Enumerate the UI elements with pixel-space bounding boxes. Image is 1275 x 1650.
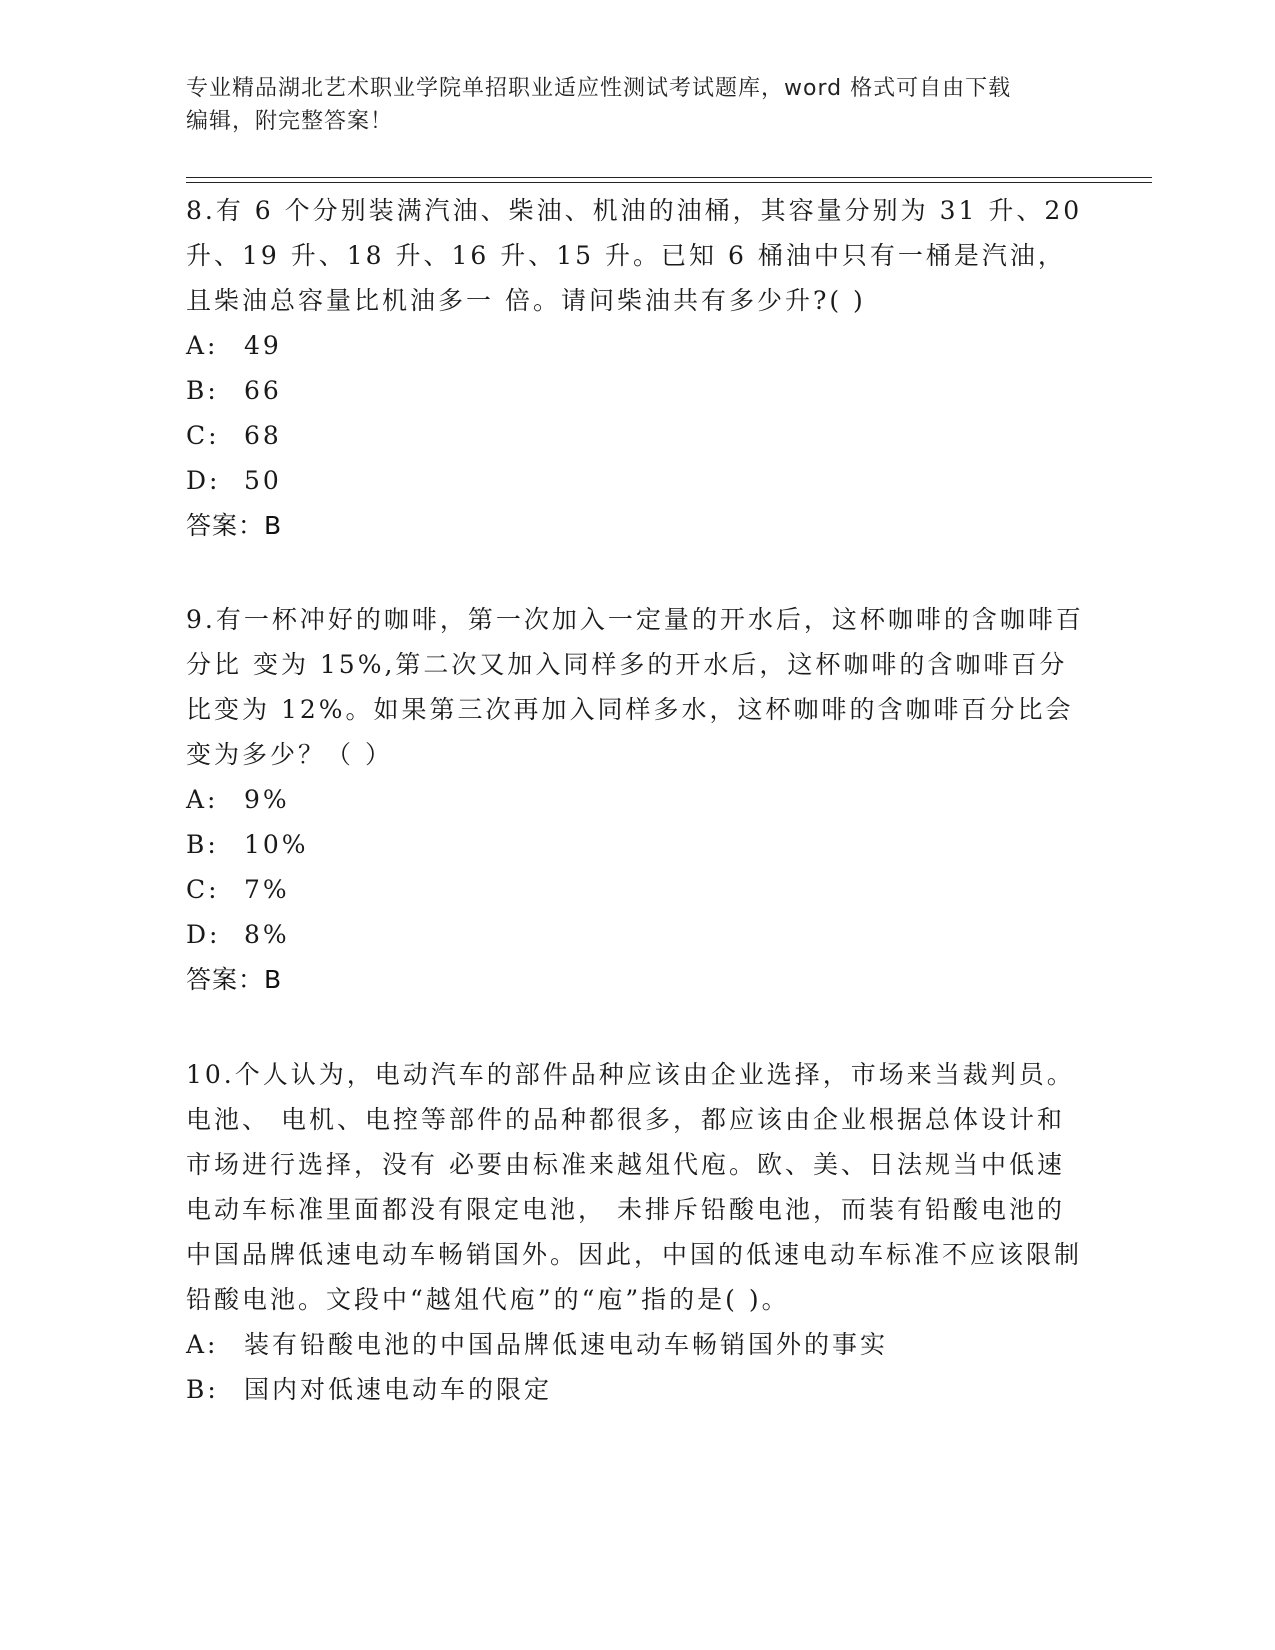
header-line-2: 编辑，附完整答案！ xyxy=(186,109,394,134)
option-a xyxy=(186,777,1086,822)
option-text: 9% xyxy=(244,785,290,814)
option-text: 49 xyxy=(244,331,282,360)
option-c xyxy=(186,867,1086,912)
question-stem: 10.个人认为，电动汽车的部件品种应该由企业选择，市场来当裁判员。电池、 电机、电控等部件的品种都很多，都应该由企业根据总体设计和市场进行选择，没有 必要由标准来越俎代庖。欧、美、日法规当中低速电动车标准里面都没有限定电池， 未排斥铅酸电池，而装有铅酸电池的中国品牌低速电动车畅销国外。因此，中国的低速电动车标准不应该限制铅酸电池。文段中“越俎代庖”的“庖”指的是( )。 xyxy=(186,1060,1083,1314)
option-key: B: xyxy=(186,1375,219,1404)
option-d xyxy=(186,912,1086,957)
option-text: 50 xyxy=(244,466,282,495)
answer-line: 答案：B xyxy=(186,511,283,540)
question-stem: 9.有一杯冲好的咖啡，第一次加入一定量的开水后，这杯咖啡的含咖啡百分比 变为 15%,第二次又加入同样多的开水后，这杯咖啡的含咖啡百分比变为 12%。如果第三次再加入同样多水，这杯咖啡的含咖啡百分比会变为多少？（ ） xyxy=(186,605,1084,769)
option-key: D: xyxy=(186,466,221,495)
header-line-1: 专业精品湖北艺术职业学院单招职业适应性测试考试题库，word 格式可自由下载 xyxy=(186,76,1012,101)
option-d xyxy=(186,458,1086,503)
option-b xyxy=(186,368,1086,413)
page-header xyxy=(186,72,1086,138)
option-key: B: xyxy=(186,830,219,859)
question-9 xyxy=(186,597,1086,1002)
option-text: 国内对低速电动车的限定 xyxy=(244,1375,553,1404)
answer-line: 答案：B xyxy=(186,965,283,994)
question-10 xyxy=(186,1052,1086,1412)
option-key: A: xyxy=(186,785,219,814)
option-text: 66 xyxy=(244,376,282,405)
question-8 xyxy=(186,188,1086,548)
question-stem: 8.有 6 个分别装满汽油、柴油、机油的油桶，其容量分别为 31 升、20 升、19 升、18 升、16 升、15 升。已知 6 桶油中只有一桶是汽油，且柴油总容量比机油多一 倍。请问柴油共有多少升?( ) xyxy=(186,196,1083,315)
option-c xyxy=(186,413,1086,458)
option-key: B: xyxy=(186,376,219,405)
option-text: 8% xyxy=(244,920,290,949)
option-key: C: xyxy=(186,421,220,450)
option-a xyxy=(186,1322,1086,1367)
option-key: A: xyxy=(186,331,219,360)
option-text: 10% xyxy=(244,830,309,859)
option-key: D: xyxy=(186,920,221,949)
option-key: A: xyxy=(186,1330,219,1359)
option-b xyxy=(186,822,1086,867)
header-divider-top xyxy=(186,177,1152,178)
option-key: C: xyxy=(186,875,220,904)
option-a xyxy=(186,323,1086,368)
header-divider-bottom xyxy=(186,182,1152,183)
option-b xyxy=(186,1367,1086,1412)
option-text: 7% xyxy=(244,875,290,904)
option-text: 装有铅酸电池的中国品牌低速电动车畅销国外的事实 xyxy=(244,1330,889,1359)
option-text: 68 xyxy=(244,421,282,450)
